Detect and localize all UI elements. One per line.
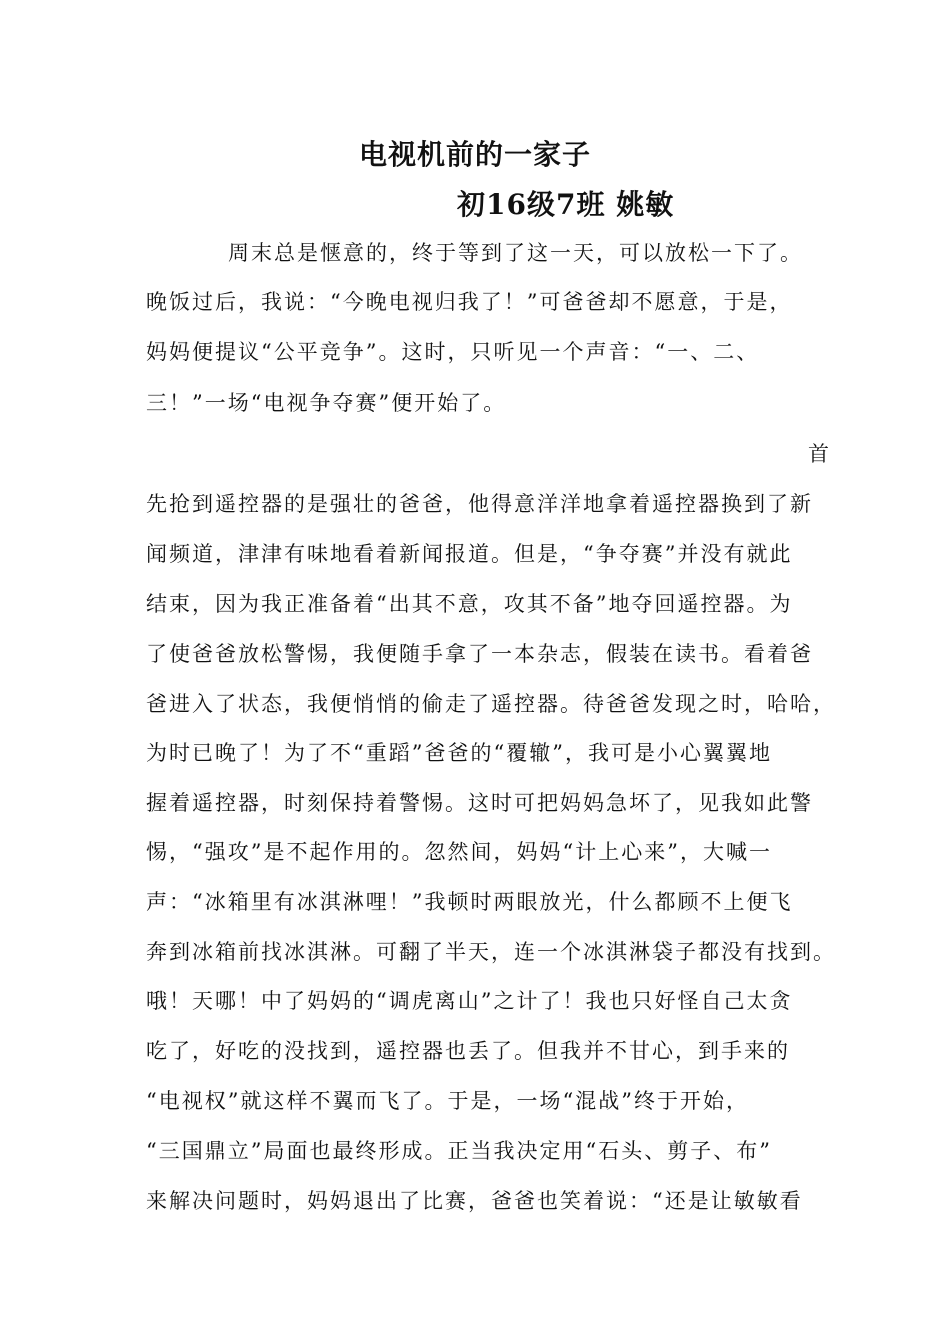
text-line: 结束，因为我正准备着“出其不意，攻其不备”地夺回遥控器。为 [146,592,793,616]
text-line: 奔到冰箱前找冰淇淋。可翻了半天，连一个冰淇淋袋子都没有找到。 [146,940,836,964]
document-title: 电视机前的一家子 [358,138,591,171]
text-line: “三国鼎立”局面也最终形成。正当我决定用“石头、剪子、布” [146,1139,772,1163]
text-line: 爸进入了状态，我便悄悄的偷走了遥控器。待爸爸发现之时，哈哈， [146,692,836,716]
text-line: 为时已晚了！为了不“重蹈”爸爸的“覆辙”，我可是小心翼翼地 [146,741,772,765]
document-author: 初16级7班 姚敏 [457,188,675,221]
text-line: 惕，“强攻”是不起作用的。忽然间，妈妈“计上心来”，大喊一 [146,840,772,864]
text-line: 三！”一场“电视争夺赛”便开始了。 [146,391,507,415]
text-line: 握着遥控器，时刻保持着警惕。这时可把妈妈急坏了，见我如此警 [146,791,813,815]
text-line: 闻频道，津津有味地看着新闻报道。但是，“争夺赛”并没有就此 [146,542,793,566]
text-line: 哦！天哪！中了妈妈的“调虎离山”之计了！我也只好怪自己太贪 [146,989,793,1013]
text-line: 周末总是惬意的，终于等到了这一天，可以放松一下了。 [228,241,803,265]
text-line: “电视权”就这样不翼而飞了。于是，一场“混战”终于开始， [146,1089,749,1113]
text-line: 首 [808,442,831,466]
text-line: 来解决问题时，妈妈退出了比赛，爸爸也笑着说：“还是让敏敏看 [146,1189,803,1213]
text-line: 吃了，好吃的没找到，遥控器也丢了。但我并不甘心，到手来的 [146,1039,790,1063]
text-line: 晚饭过后，我说：“今晚电视归我了！”可爸爸却不愿意，于是， [146,290,793,314]
text-line: 声：“冰箱里有冰淇淋哩！”我顿时两眼放光，什么都顾不上便飞 [146,890,793,914]
text-line: 妈妈便提议“公平竞争”。这时，只听见一个声音：“一、二、 [146,340,760,364]
text-line: 了使爸爸放松警惕，我便随手拿了一本杂志，假装在读书。看着爸 [146,642,813,666]
text-line: 先抢到遥控器的是强壮的爸爸，他得意洋洋地拿着遥控器换到了新 [146,492,813,516]
